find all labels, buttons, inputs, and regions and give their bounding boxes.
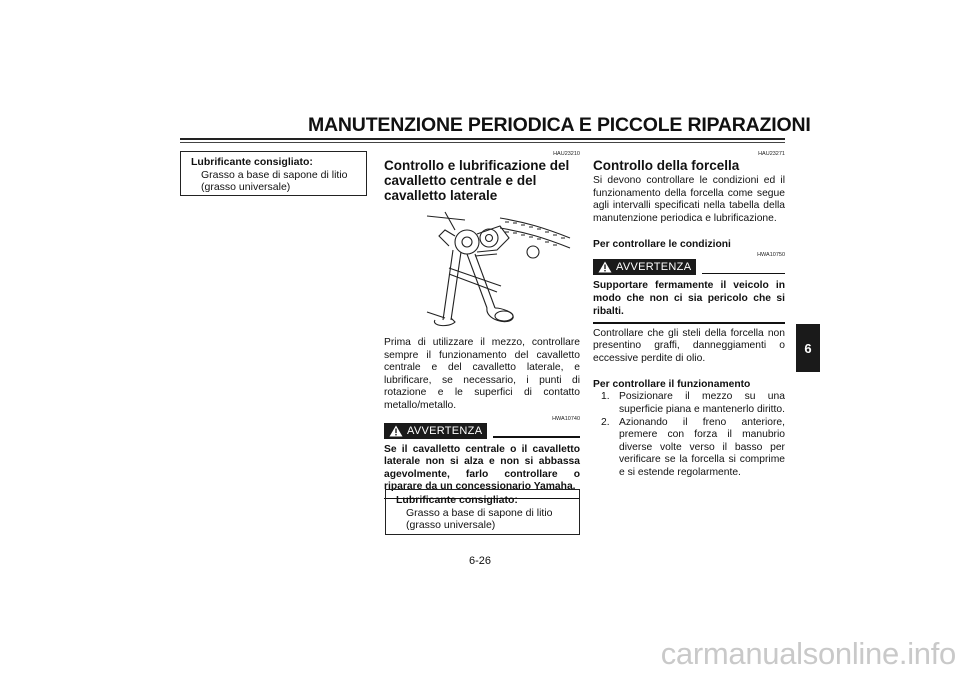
warning-label: AVVERTENZA [616, 261, 692, 274]
subheading-conditions: Per controllare le condizioni [593, 239, 731, 251]
lubricant-box-title: Lubrificante consigliato: [396, 494, 518, 506]
list-item [593, 391, 785, 416]
section-heading: Controllo e lubrificazione del cavalletto centrale e del cavalletto laterale [384, 158, 570, 203]
list-item-text: Posizionare il mezzo su una superficie piana e mantenerlo diritto. [619, 391, 785, 416]
chapter-tab: 6 [796, 324, 820, 372]
body-paragraph: Prima di utilizzare il mezzo, controllare sempre il funzionamento del cavalletto centrale e del cavalletto laterale, e lubrificare, se necessario, i punti di rotazione e le superfici di contatto metallo/metallo. [384, 337, 580, 411]
list-item-number: 1. [601, 391, 610, 403]
warning-end-rule [593, 322, 785, 324]
warning-triangle-icon [389, 425, 403, 437]
lubricant-box-line: (grasso universale) [201, 181, 291, 193]
lubricant-box-title: Lubrificante consigliato: [191, 156, 313, 168]
body-paragraph: Controllare che gli steli della forcella non presentino graffi, danneggiamenti o eccessive perdite di olio. [593, 327, 785, 364]
warning-triangle-icon [598, 261, 612, 273]
middle-body-block [384, 337, 580, 499]
lubricant-box-line: Grasso a base di sapone di litio [201, 168, 348, 181]
middle-column [384, 151, 580, 203]
warning-code: HWA10750 [757, 252, 785, 259]
lubricant-box-left [180, 151, 367, 196]
list-item-text: Azionando il freno anteriore, premere con forza il manubrio diverse volte verso il basso per verificare se la forcella si comprime e si estende regolarmente. [619, 416, 785, 478]
list-item [593, 417, 785, 480]
page-title: MANUTENZIONE PERIODICA E PICCOLE RIPARAZIONI [308, 114, 811, 136]
warning-banner [593, 259, 785, 275]
center-and-side-stand-illustration [405, 208, 575, 334]
page-number: 6-26 [468, 555, 492, 567]
warning-code: HWA10740 [552, 415, 580, 422]
warning-text: Supportare fermamente il veicolo in modo che non ci sia pericolo che si ribalti. [593, 280, 785, 317]
warning-banner [384, 423, 580, 439]
list-item-number: 2. [601, 416, 610, 428]
section-code: HAU23271 [758, 151, 785, 157]
warning-text: Se il cavalletto centrale o il cavalletto laterale non si alza e non si abbassa agevolmente, farlo controllare o riparare da un concessionario Yamaha. [384, 443, 580, 493]
lubricant-box-line: (grasso universale) [406, 519, 496, 531]
lubricant-box-line: Grasso a base di sapone di litio [406, 506, 553, 519]
body-paragraph: Si devono controllare le condizioni ed il funzionamento della forcella come segue agli intervalli specificati nella tabella della manutenzione periodica e lubrificazione. [593, 175, 785, 224]
watermark: carmanualsonline.info [660, 636, 956, 671]
warning-badge [384, 423, 487, 439]
warning-label: AVVERTENZA [407, 424, 483, 437]
subheading-operation: Per controllare il funzionamento [593, 379, 751, 391]
section-code: HAU23210 [553, 151, 580, 157]
header-rule [180, 138, 785, 140]
warning-rule [702, 273, 785, 275]
lubricant-box-middle [385, 489, 580, 535]
warning-badge [593, 259, 696, 275]
header-rule-thin [180, 142, 785, 143]
right-column [593, 151, 785, 480]
section-heading: Controllo della forcella [593, 158, 740, 173]
warning-rule [493, 436, 580, 438]
